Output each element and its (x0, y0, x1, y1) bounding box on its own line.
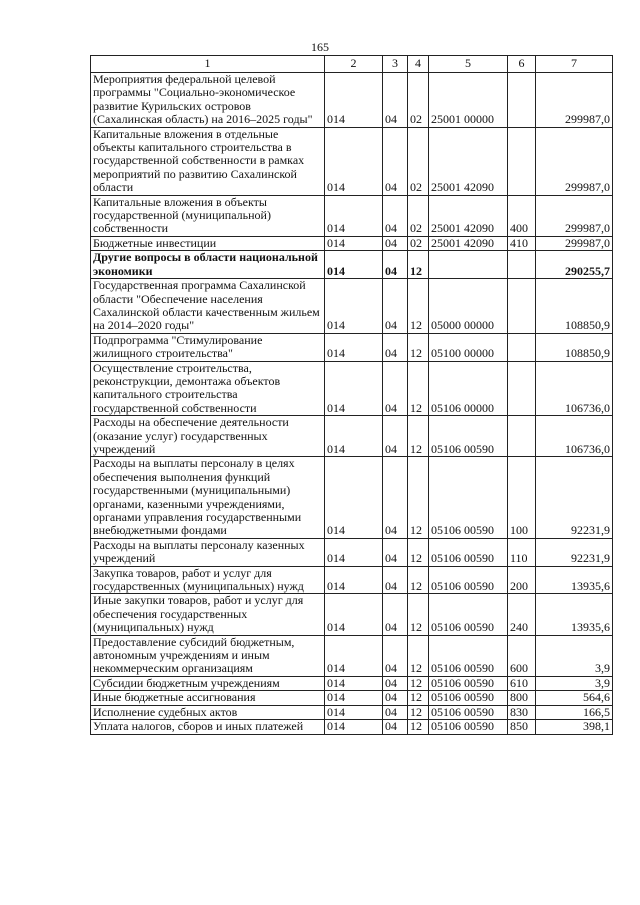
section-code-cell: 04 (383, 251, 408, 279)
row-name-cell: Расходы на обеспечение деятельности (оказание услуг) государственных учреждений (91, 416, 325, 457)
row-name-cell: Осуществление строительства, реконструкции, демонтажа объектов капитального строительства государственной собственности (91, 361, 325, 416)
target-article-cell: 05106 00590 (429, 457, 508, 538)
section-code-cell: 04 (383, 594, 408, 635)
amount-cell: 106736,0 (536, 361, 613, 416)
budget-table (90, 55, 613, 735)
ministry-code-cell: 014 (325, 127, 383, 195)
expense-type-cell: 200 (508, 566, 536, 594)
ministry-code-cell: 014 (325, 279, 383, 334)
ministry-code-cell: 014 (325, 333, 383, 361)
target-article-cell: 05106 00590 (429, 566, 508, 594)
table-body (91, 73, 613, 735)
subsection-code-cell: 12 (408, 594, 429, 635)
subsection-code-cell: 02 (408, 127, 429, 195)
expense-type-cell (508, 361, 536, 416)
target-article-cell: 05106 00000 (429, 361, 508, 416)
subsection-code-cell: 12 (408, 457, 429, 538)
ministry-code-cell: 014 (325, 691, 383, 705)
expense-type-cell: 830 (508, 705, 536, 719)
page-number: 165 (311, 40, 329, 54)
ministry-code-cell: 014 (325, 236, 383, 250)
subsection-code-cell: 12 (408, 676, 429, 690)
target-article-cell (429, 251, 508, 279)
subsection-code-cell: 12 (408, 705, 429, 719)
section-code-cell: 04 (383, 73, 408, 128)
row-name-cell: Иные бюджетные ассигнования (91, 691, 325, 705)
ministry-code-cell: 014 (325, 566, 383, 594)
section-code-cell: 04 (383, 705, 408, 719)
table-row (91, 676, 613, 690)
row-name-cell: Уплата налогов, сборов и иных платежей (91, 720, 325, 734)
amount-cell: 13935,6 (536, 594, 613, 635)
expense-type-cell (508, 73, 536, 128)
expense-type-cell: 100 (508, 457, 536, 538)
row-name-cell: Капитальные вложения в отдельные объекты капитального строительства в государственной собственности в рамках мероприятий по развитию Сахалинской области (91, 127, 325, 195)
section-code-cell: 04 (383, 676, 408, 690)
target-article-cell: 05106 00590 (429, 705, 508, 719)
subsection-code-cell: 12 (408, 361, 429, 416)
section-code-cell: 04 (383, 279, 408, 334)
subsection-code-cell: 12 (408, 333, 429, 361)
ministry-code-cell: 014 (325, 705, 383, 719)
section-code-cell: 04 (383, 333, 408, 361)
table-row (91, 635, 613, 676)
ministry-code-cell: 014 (325, 416, 383, 457)
table-row (91, 73, 613, 128)
target-article-cell: 05106 00590 (429, 538, 508, 566)
row-name-cell: Другие вопросы в области национальной экономики (91, 251, 325, 279)
amount-cell: 3,9 (536, 676, 613, 690)
ministry-code-cell: 014 (325, 676, 383, 690)
target-article-cell: 05106 00590 (429, 720, 508, 734)
amount-cell: 108850,9 (536, 279, 613, 334)
amount-cell: 564,6 (536, 691, 613, 705)
ministry-code-cell: 014 (325, 594, 383, 635)
row-name-cell: Бюджетные инвестиции (91, 236, 325, 250)
column-header: 2 (325, 56, 383, 73)
amount-cell: 92231,9 (536, 457, 613, 538)
row-name-cell: Государственная программа Сахалинской области "Обеспечение населения Сахалинской области качественным жильем на 2014–2020 годы" (91, 279, 325, 334)
target-article-cell: 25001 00000 (429, 73, 508, 128)
expense-type-cell (508, 127, 536, 195)
section-code-cell: 04 (383, 538, 408, 566)
target-article-cell: 05106 00590 (429, 691, 508, 705)
section-code-cell: 04 (383, 127, 408, 195)
ministry-code-cell: 014 (325, 251, 383, 279)
section-code-cell: 04 (383, 195, 408, 236)
subsection-code-cell: 12 (408, 279, 429, 334)
section-code-cell: 04 (383, 416, 408, 457)
table-row (91, 566, 613, 594)
ministry-code-cell: 014 (325, 73, 383, 128)
expense-type-cell (508, 333, 536, 361)
amount-cell: 299987,0 (536, 195, 613, 236)
row-name-cell: Расходы на выплаты персоналу в целях обеспечения выполнения функций государственными (муниципальными) органами, казенными учреждениями, органами управления государственными внебюджетными фондами (91, 457, 325, 538)
table-row (91, 127, 613, 195)
amount-cell: 290255,7 (536, 251, 613, 279)
expense-type-cell (508, 251, 536, 279)
ministry-code-cell: 014 (325, 457, 383, 538)
table-row (91, 195, 613, 236)
table-row (91, 538, 613, 566)
table-row (91, 457, 613, 538)
amount-cell: 3,9 (536, 635, 613, 676)
subsection-code-cell: 12 (408, 251, 429, 279)
ministry-code-cell: 014 (325, 635, 383, 676)
expense-type-cell: 600 (508, 635, 536, 676)
amount-cell: 398,1 (536, 720, 613, 734)
table-row (91, 705, 613, 719)
subsection-code-cell: 12 (408, 538, 429, 566)
subsection-code-cell: 12 (408, 720, 429, 734)
target-article-cell: 25001 42090 (429, 195, 508, 236)
column-header: 7 (536, 56, 613, 73)
column-header: 6 (508, 56, 536, 73)
expense-type-cell: 240 (508, 594, 536, 635)
table-row (91, 361, 613, 416)
table-row (91, 594, 613, 635)
row-name-cell: Капитальные вложения в объекты государственной (муниципальной) собственности (91, 195, 325, 236)
row-name-cell: Исполнение судебных актов (91, 705, 325, 719)
table-header-row (91, 56, 613, 73)
subsection-code-cell: 02 (408, 236, 429, 250)
row-name-cell: Субсидии бюджетным учреждениям (91, 676, 325, 690)
table-row (91, 251, 613, 279)
expense-type-cell: 850 (508, 720, 536, 734)
amount-cell: 166,5 (536, 705, 613, 719)
target-article-cell: 05100 00000 (429, 333, 508, 361)
section-code-cell: 04 (383, 361, 408, 416)
row-name-cell: Мероприятия федеральной целевой программы "Социально-экономическое развитие Курильских островов (Сахалинская область) на 2016–2025 годы" (91, 73, 325, 128)
column-header: 4 (408, 56, 429, 73)
subsection-code-cell: 02 (408, 73, 429, 128)
ministry-code-cell: 014 (325, 538, 383, 566)
column-header: 3 (383, 56, 408, 73)
expense-type-cell (508, 416, 536, 457)
table-row (91, 236, 613, 250)
table-row (91, 333, 613, 361)
row-name-cell: Закупка товаров, работ и услуг для государственных (муниципальных) нужд (91, 566, 325, 594)
amount-cell: 13935,6 (536, 566, 613, 594)
table-row (91, 416, 613, 457)
target-article-cell: 05000 00000 (429, 279, 508, 334)
target-article-cell: 05106 00590 (429, 416, 508, 457)
target-article-cell: 25001 42090 (429, 127, 508, 195)
expense-type-cell (508, 279, 536, 334)
target-article-cell: 25001 42090 (429, 236, 508, 250)
expense-type-cell: 800 (508, 691, 536, 705)
target-article-cell: 05106 00590 (429, 676, 508, 690)
ministry-code-cell: 014 (325, 195, 383, 236)
row-name-cell: Иные закупки товаров, работ и услуг для обеспечения государственных (муниципальных) нужд (91, 594, 325, 635)
table-row (91, 279, 613, 334)
section-code-cell: 04 (383, 457, 408, 538)
section-code-cell: 04 (383, 720, 408, 734)
amount-cell: 106736,0 (536, 416, 613, 457)
expense-type-cell: 410 (508, 236, 536, 250)
expense-type-cell: 610 (508, 676, 536, 690)
subsection-code-cell: 12 (408, 416, 429, 457)
target-article-cell: 05106 00590 (429, 594, 508, 635)
ministry-code-cell: 014 (325, 361, 383, 416)
table-row (91, 720, 613, 734)
row-name-cell: Расходы на выплаты персоналу казенных учреждений (91, 538, 325, 566)
subsection-code-cell: 12 (408, 691, 429, 705)
amount-cell: 92231,9 (536, 538, 613, 566)
section-code-cell: 04 (383, 691, 408, 705)
expense-type-cell: 400 (508, 195, 536, 236)
column-header: 1 (91, 56, 325, 73)
subsection-code-cell: 12 (408, 635, 429, 676)
amount-cell: 299987,0 (536, 236, 613, 250)
column-header: 5 (429, 56, 508, 73)
table-row (91, 691, 613, 705)
target-article-cell: 05106 00590 (429, 635, 508, 676)
section-code-cell: 04 (383, 635, 408, 676)
section-code-cell: 04 (383, 566, 408, 594)
expense-type-cell: 110 (508, 538, 536, 566)
subsection-code-cell: 12 (408, 566, 429, 594)
ministry-code-cell: 014 (325, 720, 383, 734)
row-name-cell: Предоставление субсидий бюджетным, автономным учреждениям и иным некоммерческим организациям (91, 635, 325, 676)
amount-cell: 299987,0 (536, 127, 613, 195)
amount-cell: 299987,0 (536, 73, 613, 128)
row-name-cell: Подпрограмма "Стимулирование жилищного строительства" (91, 333, 325, 361)
subsection-code-cell: 02 (408, 195, 429, 236)
section-code-cell: 04 (383, 236, 408, 250)
amount-cell: 108850,9 (536, 333, 613, 361)
